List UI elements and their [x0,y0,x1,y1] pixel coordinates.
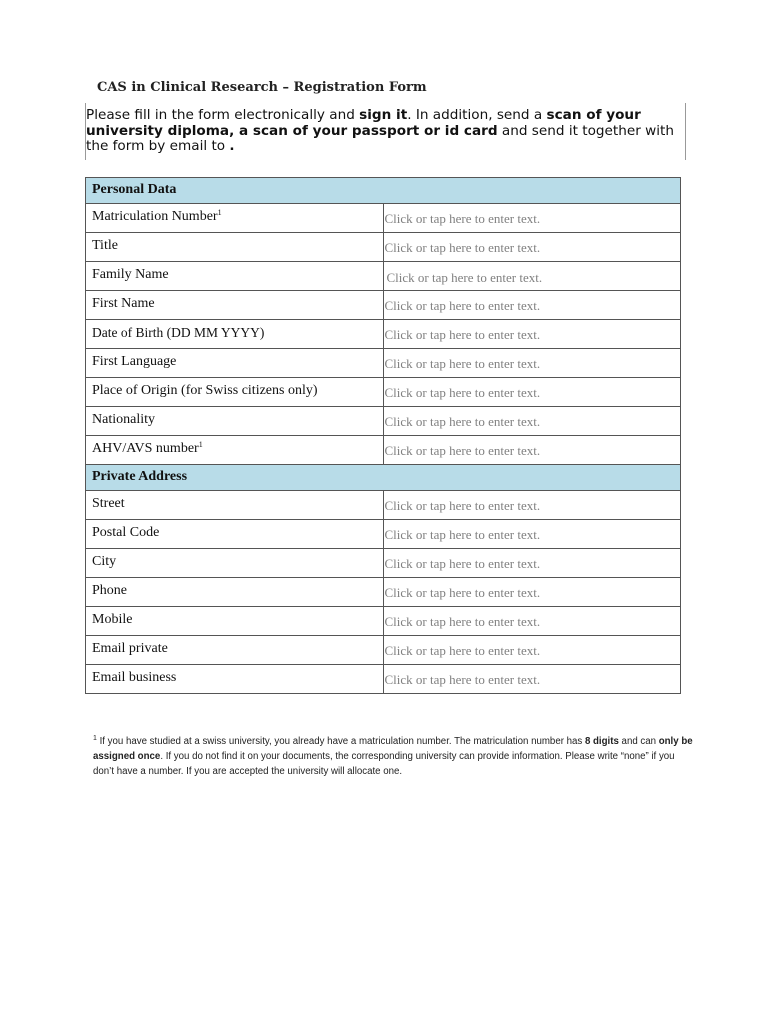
field-label: First Name [86,291,384,320]
form-title: CAS in Clinical Research – Registration Form [97,80,427,95]
field-label: AHV/AVS number$^1$ [86,436,384,465]
title-input[interactable]: Click or tap here to enter text. [383,233,681,262]
field-label: Place of Origin (for Swiss citizens only) [86,378,384,407]
postal-code-input[interactable]: Click or tap here to enter text. [383,520,681,549]
field-label: Title [86,233,384,262]
row-ahv-avs-number [86,436,681,465]
row-date-of-birth [86,320,681,349]
instructions-text: . In addition, send a [407,107,547,123]
row-mobile [86,607,681,636]
field-label: Date of Birth (DD MM YYYY) [86,320,384,349]
place-of-origin-input[interactable]: Click or tap here to enter text. [383,378,681,407]
footnote-text: and can [618,736,659,747]
row-nationality [86,407,681,436]
footnote-ref: 1 [217,208,222,217]
email-business-input[interactable]: Click or tap here to enter text. [383,665,681,694]
instructions-emphasis: scan of your university diploma, a scan of your passport or id card [86,107,641,139]
field-label: First Language [86,349,384,378]
field-label: Email business [86,665,384,694]
phone-input[interactable]: Click or tap here to enter text. [383,578,681,607]
ahv-avs-number-input[interactable]: Click or tap here to enter text. [383,436,681,465]
section-personal-data [86,178,681,204]
email-private-input[interactable]: Click or tap here to enter text. [383,636,681,665]
section-heading: Private Address [86,465,681,491]
instructions-text: and send it together with the form by email to [86,122,674,154]
nationality-input[interactable]: Click or tap here to enter text. [383,407,681,436]
date-of-birth-input[interactable]: Click or tap here to enter text. [383,320,681,349]
footnote-marker: 1 [93,735,97,742]
footnote [93,734,693,779]
row-city [86,549,681,578]
row-first-name [86,291,681,320]
registration-table [85,177,681,694]
row-place-of-origin [86,378,681,407]
row-postal-code [86,520,681,549]
instructions-box [85,103,686,160]
street-input[interactable]: Click or tap here to enter text. [383,491,681,520]
row-email-private [86,636,681,665]
family-name-input[interactable]: Click or tap here to enter text. [383,262,681,291]
footnote-text: If you have studied at a swiss university, you already have a matriculation number. The matriculation number has [96,736,585,747]
row-family-name [86,262,681,291]
first-name-input[interactable]: Click or tap here to enter text. [383,291,681,320]
row-title [86,233,681,262]
field-label: Postal Code [86,520,384,549]
matriculation-number-input[interactable]: Click or tap here to enter text. [383,204,681,233]
field-label: Street [86,491,384,520]
field-label: Matriculation Number$^1$ [86,204,384,233]
field-label: Phone [86,578,384,607]
footnote-emphasis: 8 digits [584,736,619,747]
field-label: Email private [86,636,384,665]
field-label: Nationality [86,407,384,436]
row-phone [86,578,681,607]
footnote-ref: 1 [198,440,203,449]
instructions-text: Please fill in the form electronically and [86,107,360,123]
instructions-emphasis: sign it [359,107,408,123]
city-input[interactable]: Click or tap here to enter text. [383,549,681,578]
field-label: Mobile [86,607,384,636]
field-label: Family Name [86,262,384,291]
footnote-emphasis: only be assigned once [93,736,693,762]
first-language-input[interactable]: Click or tap here to enter text. [383,349,681,378]
section-private-address [86,465,681,491]
instructions-emphasis: . [229,138,235,154]
row-street [86,491,681,520]
field-label: City [86,549,384,578]
section-heading: Personal Data [86,178,681,204]
mobile-input[interactable]: Click or tap here to enter text. [383,607,681,636]
row-email-business [86,665,681,694]
row-first-language [86,349,681,378]
footnote-text: . If you do not find it on your documents, the corresponding university can provide information. Please write “none” if you don’t have a number. If you are accepted the university will allocate one. [93,751,675,777]
row-matriculation-number [86,204,681,233]
